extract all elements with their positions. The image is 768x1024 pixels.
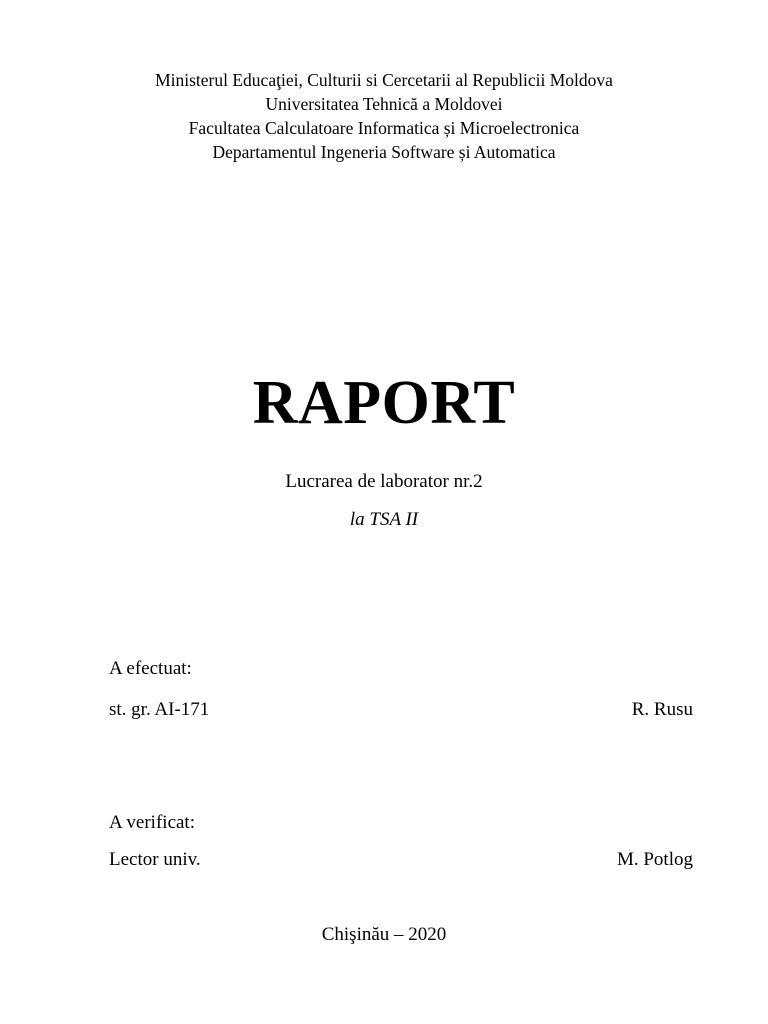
faculty-name: Facultatea Calculatoare Informatica și Microelectronica <box>188 118 580 138</box>
student-name: R. Rusu <box>631 699 693 720</box>
verifier-title: Lector univ. <box>109 849 201 870</box>
performed-by-label: A efectuat: <box>109 658 192 679</box>
performed-by-row <box>109 698 693 722</box>
place-and-year: Chişinău – 2020 <box>321 924 447 945</box>
document-title: RAPORT <box>252 369 516 437</box>
department-name: Departamentul Ingeneria Software și Automatica <box>212 142 556 162</box>
course-subject: la TSA II <box>349 509 419 530</box>
verifier-name: M. Potlog <box>616 849 693 870</box>
university-name: Universitatea Tehnică a Moldovei <box>265 94 503 114</box>
verified-by-row <box>109 848 693 872</box>
ministry-name: Ministerul Educaţiei, Culturii si Cercetarii al Republicii Moldova <box>155 70 613 90</box>
institution-header <box>0 68 768 164</box>
student-group: st. gr. AI-171 <box>109 699 210 720</box>
lab-work-subtitle: Lucrarea de laborator nr.2 <box>285 471 483 492</box>
verified-by-label: A verificat: <box>109 812 195 833</box>
